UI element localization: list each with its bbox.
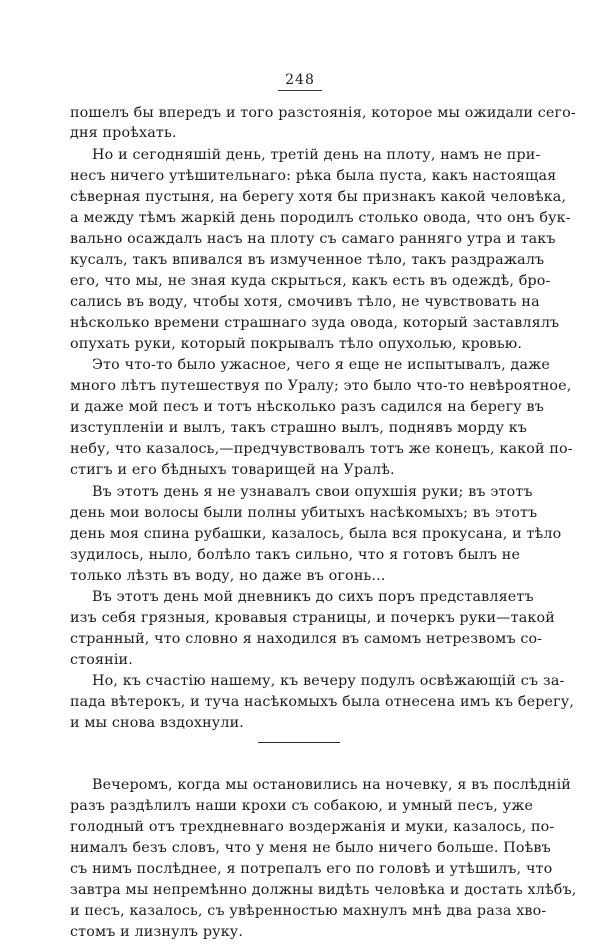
text-line: и мы снова вздохнули. — [70, 715, 244, 731]
text-line: только лѣзть въ воду, но даже въ огонь... — [70, 568, 386, 584]
text-line: Это что-то было ужасное, чего я еще не испытывалъ, даже — [92, 357, 551, 373]
text-line: стомъ и лизнулъ руку. — [70, 924, 244, 940]
text-line: день моя спина рубашки, казалось, была вся прокусана, и тѣло — [70, 526, 562, 542]
page-number: 248 — [285, 72, 315, 88]
text-line: странный, что словно я находился въ самомъ нетрезвомъ со- — [70, 631, 543, 647]
section-divider — [258, 742, 340, 743]
text-line: дня проѣхать. — [70, 125, 177, 141]
text-line: Въ этотъ день я не узнавалъ свои опухшія руки; въ этотъ — [92, 484, 533, 500]
text-line: нималъ безъ словъ, что у меня не было ничего больше. Поѣвъ — [70, 840, 551, 856]
text-line: Но, къ счастію нашему, къ вечеру подулъ освѣжающій съ за- — [92, 673, 565, 689]
text-line: его, что мы, не зная куда скрыться, какъ есть въ одеждѣ, бро- — [70, 273, 551, 289]
page-number-underline — [278, 90, 322, 91]
text-line: и песъ, казалось, съ увѣренностью махнулъ мнѣ два раза хво- — [70, 903, 547, 919]
text-line: стояніи. — [70, 652, 133, 668]
text-line: и даже мой песъ и тотъ нѣсколько разъ садился на берегу въ — [70, 399, 544, 415]
text-line: голодный отъ трехдневнаго воздержанія и муки, казалось, по- — [70, 819, 555, 835]
text-line: много лѣтъ путешествуя по Уралу; это было что-то невѣроятное, — [70, 378, 572, 394]
text-line: Но и сегодняшій день, третій день на плоту, намъ не при- — [92, 147, 541, 163]
text-line: Въ этотъ день мой дневникъ до сихъ поръ представляетъ — [92, 589, 534, 605]
text-line: несъ ничего утѣшительнаго: рѣка была пуста, какъ настоящая — [70, 168, 557, 184]
text-line: а между тѣмъ жаркій день породилъ столько овода, что онъ бук- — [70, 210, 571, 226]
text-line: пада вѣтерокъ, и туча насѣкомыхъ была отнесена имъ къ берегу, — [70, 694, 575, 710]
text-line: кусалъ, такъ впивался въ измученное тѣло, такъ раздражалъ — [70, 252, 545, 268]
text-line: сались въ воду, чтобы хотя, смочивъ тѣло, не чувствовать на — [70, 294, 540, 310]
text-line: разъ раздѣлилъ наши крохи съ собакою, и умный песъ, уже — [70, 798, 534, 814]
text-line: день мои волосы были полны убитыхъ насѣкомыхъ; въ этотъ — [70, 505, 538, 521]
text-line: стигъ и его бѣдныхъ товарищей на Уралѣ. — [70, 462, 395, 478]
text-line: нѣсколько времени страшнаго зуда овода, который заставлялъ — [70, 315, 560, 331]
text-line: изступленіи и вылъ, такъ страшно вылъ, поднявъ морду къ — [70, 420, 528, 436]
text-line: вально осаждалъ насъ на плоту съ самаго ранняго утра и такъ — [70, 231, 556, 247]
text-line: пошелъ бы впередъ и того разстоянія, которое мы ожидали сего- — [70, 105, 576, 121]
text-line: опухать руки, который покрывалъ тѣло опухолью, кровью. — [70, 336, 523, 352]
text-line: небу, что казалось,—предчувствовалъ тотъ же конецъ, какой по- — [70, 441, 573, 457]
text-line: завтра мы непремѣнно должны видѣть человѣка и достать хлѣбъ, — [70, 882, 577, 898]
text-line: изъ себя грязныя, кровавыя страницы, и почеркъ руки—такой — [70, 610, 555, 626]
text-line: зудилось, ныло, болѣло такъ сильно, что я готовъ былъ не — [70, 547, 521, 563]
text-line: Вечеромъ, когда мы остановились на ночевку, я въ послѣдній — [92, 777, 571, 793]
text-line: съ нимъ послѣднее, я потрепалъ его по головѣ и утѣшилъ, что — [70, 861, 553, 877]
text-line: сѣверная пустыня, на берегу хотя бы признакъ какой человѣка, — [70, 189, 567, 205]
